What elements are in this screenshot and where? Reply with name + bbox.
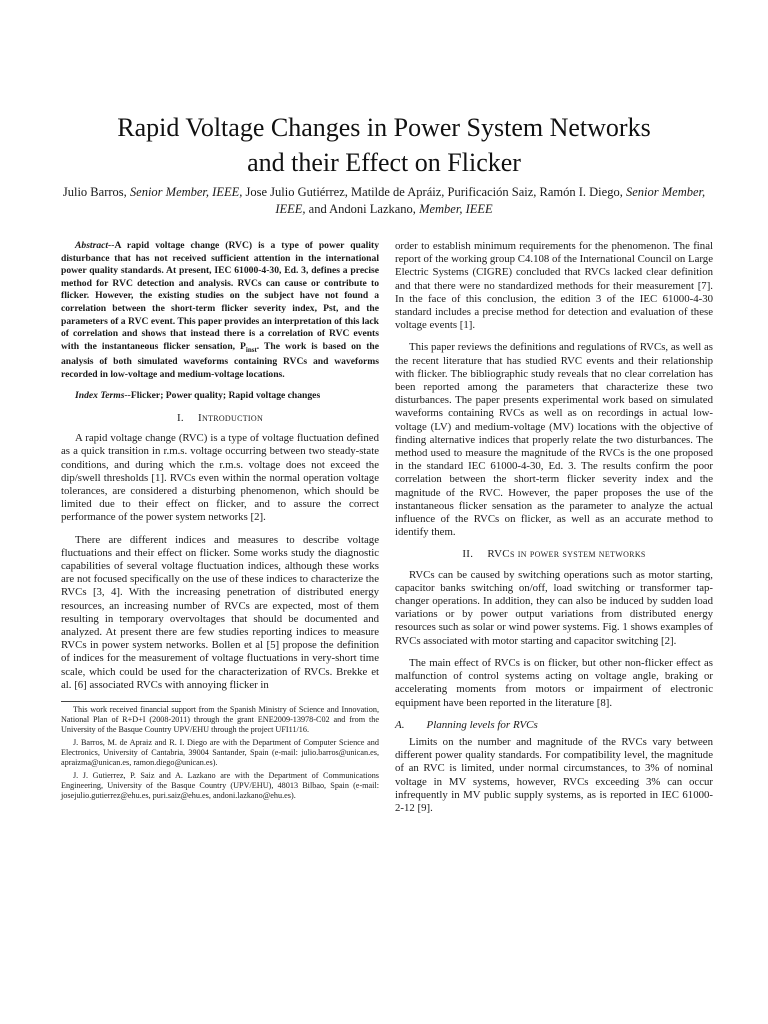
title-line-2: and their Effect on Flicker <box>247 148 521 177</box>
index-terms-body: Flicker; Power quality; Rapid voltage changes <box>130 390 321 402</box>
abstract-subscript: inst <box>245 345 257 354</box>
body-paragraph: This paper reviews the definitions and regulations of RVCs, as well as the recent literature that has studied RVC events and their relationship with flicker. The bibliographic study reveals that no clear correlation has been reported among the parameters that characterize these two disturbances. The paper presents experimental work based on simulated waveforms containing RVCs as well as on recordings in actual low-voltage (LV) and medium-voltage (MV) locations with the objective of finding alternative indices that properly relate the two disturbances. The method used to measure the magnitude of the RVCs is the one proposed in the standard IEC 61000-4-30, Ed. 3. The results confirm the poor correlation between the short-term flicker severity index and the magnitude of the RVC. However, the paper proposes the use of the instantaneous flicker sensation as the parameter to analyze the actual influence of the RVCs on flicker, as well as an accurate method to identify them. <box>395 341 713 539</box>
author-segment: Jose Julio Gutiérrez, Matilde de Apráiz, Purificación Saiz, Ramón I. Diego, <box>242 185 626 199</box>
abstract-tail: . The work is based on the analysis of both simulated waveforms containing RVCs and waveforms recorded in low-voltage and medium-voltage locations. <box>61 340 379 380</box>
body-paragraph: The main effect of RVCs is on flicker, but other non-flicker effect as malfunction of control systems acting on voltage angle, braking or accelerating moments from motors or impairment of electronic equipment have been reported in the literature [8]. <box>395 656 713 709</box>
section-number: I. <box>176 412 184 425</box>
body-paragraph: There are different indices and measures to describe voltage fluctuations and their effect on flicker. Some works study the diagnostic capabilities of several voltage fluctuation indices, although these works are not focused specifically on the use of these indices to characterize the RVCs [3, 4]. With the increasing penetration of distributed energy resources, an increasing number of RVCs are expected, most of them resulting in temporary overvoltages that should be documented and analyzed. At present there are few studies reporting indices to measure RVCs in power system networks. Bollen et al [5] propose the definition of indices for the measurement of voltage fluctuations in very-short time scale, which could be used for the characterization of RVCs. Brekke et al. [6] associated RVCs with annoying flicker in <box>61 533 379 691</box>
author-list <box>60 184 708 218</box>
abstract <box>61 240 379 381</box>
section-heading-rvcs <box>395 548 713 561</box>
right-column <box>395 240 713 824</box>
body-paragraph: A rapid voltage change (RVC) is a type of voltage fluctuation defined as a quick transition in r.m.s. voltage occurring between two steady-state conditions, and during which the r.m.s. voltage does not exceed the dip/swell thresholds [1]. RVCs even within the normal operation voltage tolerances, are considered a disturbing phenomenon, which should be limited due to their effect on flicker, and to assure the correct performance of the power system networks [2]. <box>61 432 379 524</box>
abstract-lead: Abstract-- <box>75 240 115 251</box>
footnote: This work received financial support from the Spanish Ministry of Science and Innovation, National Plan of R+D+I (2008-2011) through the grant ENE2009-13978-C02 and from the University of the Basque Country UPV/EHU through the project UFI11/16. <box>61 705 379 735</box>
author-segment: Senior Member, IEEE, <box>129 185 243 199</box>
body-paragraph: order to establish minimum requirements for the phenomenon. The final report of the working group C4.108 of the International Council on Large Electric Systems (CIGRE) concluded that RVCs lacked clear definition and that there were no standardized methods for their measurement [7]. In the face of this conclusion, the edition 3 of the IEC 61000-4-30 standard includes a precise method for detection and evaluation of these voltage events [1]. <box>395 240 713 332</box>
body-paragraph: Limits on the number and magnitude of the RVCs vary between different power quality standards. For compatibility level, the magnitude of an RVC is limited, under normal circumstances, to 3% of nominal voltage in MV systems, however, RVCs exceeding 3% can occur infrequently in MV public supply systems, as is reported in IEC 61000-2-12 [9]. <box>395 735 713 814</box>
footnote: J. J. Gutierrez, P. Saiz and A. Lazkano are with the Department of Communications Engineering, University of the Basque Country (UPV/EHU), 48013 Bilbao, Spain (e-mail: josejulio.gutierrez@ehu.es, puri.saiz@ehu.es, andoni.lazkano@ehu.es). <box>61 771 379 801</box>
title-line-1: Rapid Voltage Changes in Power System Networks <box>117 113 651 142</box>
section-heading-introduction <box>61 412 379 425</box>
author-segment: and Andoni Lazkano, <box>305 202 420 216</box>
author-segment: Senior Member, IEEE, <box>275 185 706 216</box>
left-column <box>61 240 379 804</box>
section-title: Introduction <box>197 412 264 425</box>
body-paragraph: RVCs can be caused by switching operations such as motor starting, capacitor banks switching on/off, load switching or transformer tap-changer operations. In addition, they can also be induced by sudden load variations or by power output variations from distributed energy resources such as solar or wind power systems. Fig. 1 shows examples of RVCs associated with motor starting and capacitor switching [2]. <box>395 568 713 647</box>
footnote: J. Barros, M. de Apraiz and R. I. Diego are with the Department of Computer Science and Electronics, University of Cantabria, 39004 Santander, Spain (e-mail: julio.barros@unican.es, apraizma@unican.es, ramon.diego@unican.es). <box>61 738 379 768</box>
subsection-number: A. <box>395 718 405 731</box>
paper-title <box>40 110 728 180</box>
index-terms <box>61 390 379 403</box>
subsection-title: Planning levels for RVCs <box>426 718 538 731</box>
section-number: II. <box>462 548 474 561</box>
footnote-divider <box>61 701 181 702</box>
subsection-heading <box>395 719 713 732</box>
author-segment: Julio Barros, <box>62 185 130 199</box>
section-title: RVCs in power system networks <box>487 548 646 561</box>
author-segment: Member, IEEE <box>419 202 493 216</box>
abstract-body: A rapid voltage change (RVC) is a type of power quality disturbance that has not received sufficient attention in the international power quality standards. At present, IEC 61000-4-30, Ed. 3, defines a precise method for RVC detection and analysis. RVCs can cause or contribute to flicker. However, the existing studies on the subject have not found a correlation between the short-term flicker severity index, Pst, and the parameters of a RVC event. This paper provides an interpretation of this lack of correlation and shows that instead there is a correlation of RVC events with the instantaneous flicker sensation, P <box>61 240 379 352</box>
footnotes <box>61 705 379 801</box>
index-terms-lead: Index Terms-- <box>75 390 131 402</box>
